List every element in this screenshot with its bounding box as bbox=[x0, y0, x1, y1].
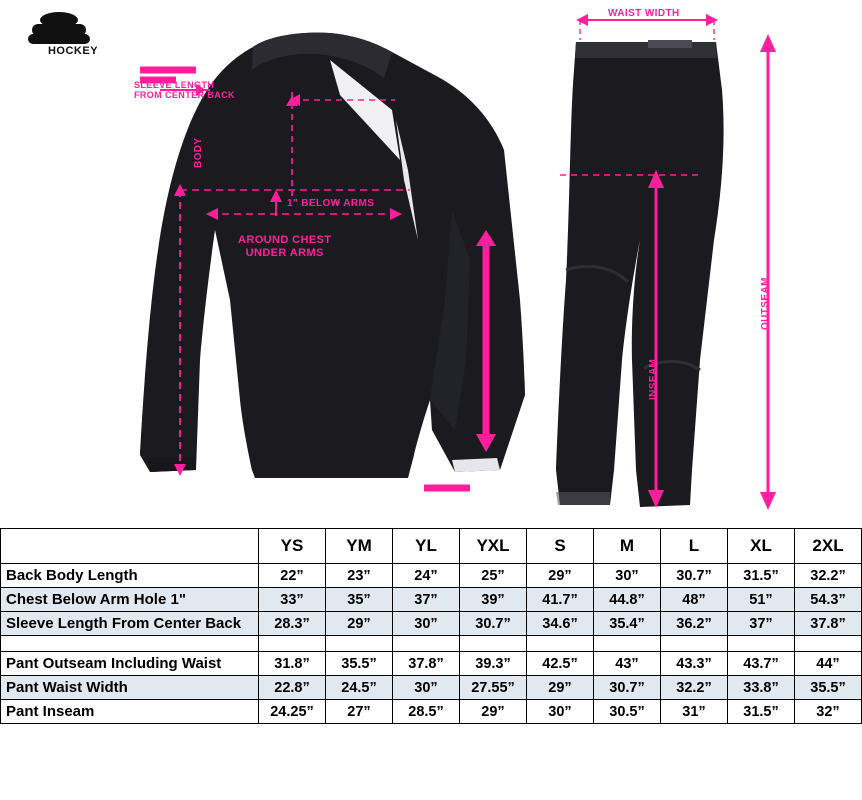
row-label-chest-below-arm-hole: Chest Below Arm Hole 1" bbox=[1, 588, 259, 612]
table-row bbox=[1, 564, 862, 588]
cell-chest-yxl: 39” bbox=[460, 588, 527, 612]
cell-sleeve-2xl: 37.8” bbox=[795, 612, 862, 636]
cell-waist-yl: 30” bbox=[393, 676, 460, 700]
cell-back-body-length-l: 30.7” bbox=[661, 564, 728, 588]
cell-sleeve-xl: 37” bbox=[728, 612, 795, 636]
spacer-cell bbox=[594, 636, 661, 652]
cell-sleeve-m: 35.4” bbox=[594, 612, 661, 636]
row-label-pant-waist-width: Pant Waist Width bbox=[1, 676, 259, 700]
cell-chest-xl: 51” bbox=[728, 588, 795, 612]
cell-waist-s: 29” bbox=[527, 676, 594, 700]
cell-inseam-s: 30” bbox=[527, 700, 594, 724]
spacer-cell bbox=[393, 636, 460, 652]
cell-inseam-ys: 24.25” bbox=[259, 700, 326, 724]
cell-back-body-length-ys: 22” bbox=[259, 564, 326, 588]
spacer-cell bbox=[527, 636, 594, 652]
below-arms-callout-label: 1" BELOW ARMS bbox=[287, 198, 375, 209]
cell-outseam-2xl: 44” bbox=[795, 652, 862, 676]
column-header-ys: YS bbox=[259, 529, 326, 564]
waist-width-callout-label: WAIST WIDTH bbox=[608, 8, 680, 19]
column-header-yxl: YXL bbox=[460, 529, 527, 564]
cell-back-body-length-xl: 31.5” bbox=[728, 564, 795, 588]
column-header-0 bbox=[1, 529, 259, 564]
row-label-back-body-length: Back Body Length bbox=[1, 564, 259, 588]
cell-outseam-yxl: 39.3” bbox=[460, 652, 527, 676]
logo-wordmark: HOCKEY bbox=[47, 45, 99, 57]
cell-back-body-length-2xl: 32.2” bbox=[795, 564, 862, 588]
cell-outseam-xl: 43.7” bbox=[728, 652, 795, 676]
cell-chest-l: 48” bbox=[661, 588, 728, 612]
cell-chest-ym: 35” bbox=[326, 588, 393, 612]
size-chart-table-wrap bbox=[0, 528, 846, 800]
cell-chest-s: 41.7” bbox=[527, 588, 594, 612]
cell-inseam-xl: 31.5” bbox=[728, 700, 795, 724]
cell-back-body-length-yl: 24” bbox=[393, 564, 460, 588]
spacer-cell bbox=[661, 636, 728, 652]
row-label-pant-inseam: Pant Inseam bbox=[1, 700, 259, 724]
cell-chest-2xl: 54.3” bbox=[795, 588, 862, 612]
cell-inseam-l: 31” bbox=[661, 700, 728, 724]
column-header-s: S bbox=[527, 529, 594, 564]
column-header-l: L bbox=[661, 529, 728, 564]
pants-shape bbox=[556, 40, 724, 507]
cell-inseam-m: 30.5” bbox=[594, 700, 661, 724]
cell-outseam-s: 42.5” bbox=[527, 652, 594, 676]
cell-waist-ys: 22.8” bbox=[259, 676, 326, 700]
cell-sleeve-yl: 30” bbox=[393, 612, 460, 636]
sleeve-length-callout-label: SLEEVE LENGTH FROM CENTER BACK bbox=[134, 80, 235, 100]
table-row bbox=[1, 588, 862, 612]
cell-inseam-ym: 27” bbox=[326, 700, 393, 724]
spacer-cell bbox=[728, 636, 795, 652]
cell-back-body-length-ym: 23” bbox=[326, 564, 393, 588]
table-row bbox=[1, 700, 862, 724]
row-label-pant-outseam: Pant Outseam Including Waist bbox=[1, 652, 259, 676]
spacer-cell bbox=[259, 636, 326, 652]
cell-sleeve-yxl: 30.7” bbox=[460, 612, 527, 636]
body-callout-label: BODY bbox=[193, 137, 204, 168]
cell-chest-m: 44.8” bbox=[594, 588, 661, 612]
cell-sleeve-l: 36.2” bbox=[661, 612, 728, 636]
column-header-yl: YL bbox=[393, 529, 460, 564]
spacer-cell bbox=[1, 636, 259, 652]
column-header-2xl: 2XL bbox=[795, 529, 862, 564]
row-label-sleeve-length: Sleeve Length From Center Back bbox=[1, 612, 259, 636]
cell-waist-yxl: 27.55” bbox=[460, 676, 527, 700]
cell-chest-ys: 33” bbox=[259, 588, 326, 612]
cell-inseam-yxl: 29” bbox=[460, 700, 527, 724]
cell-back-body-length-yxl: 25” bbox=[460, 564, 527, 588]
size-chart-table bbox=[0, 528, 862, 724]
cell-outseam-m: 43” bbox=[594, 652, 661, 676]
cell-inseam-yl: 28.5” bbox=[393, 700, 460, 724]
table-row bbox=[1, 652, 862, 676]
cell-sleeve-ys: 28.3” bbox=[259, 612, 326, 636]
cell-waist-ym: 24.5” bbox=[326, 676, 393, 700]
spacer-cell bbox=[326, 636, 393, 652]
cell-outseam-ym: 35.5” bbox=[326, 652, 393, 676]
inseam-callout-label: INSEAM bbox=[648, 358, 659, 400]
cell-inseam-2xl: 32” bbox=[795, 700, 862, 724]
cell-waist-l: 32.2” bbox=[661, 676, 728, 700]
column-header-ym: YM bbox=[326, 529, 393, 564]
cell-sleeve-ym: 29” bbox=[326, 612, 393, 636]
cell-back-body-length-m: 30” bbox=[594, 564, 661, 588]
cell-sleeve-s: 34.6” bbox=[527, 612, 594, 636]
table-row bbox=[1, 612, 862, 636]
cell-outseam-yl: 37.8” bbox=[393, 652, 460, 676]
cell-waist-xl: 33.8” bbox=[728, 676, 795, 700]
around-chest-callout-label: AROUND CHEST UNDER ARMS bbox=[238, 234, 332, 259]
outseam-callout-label: OUTSEAM bbox=[760, 277, 771, 330]
cell-waist-m: 30.7” bbox=[594, 676, 661, 700]
column-header-xl: XL bbox=[728, 529, 795, 564]
cell-outseam-l: 43.3” bbox=[661, 652, 728, 676]
cell-back-body-length-s: 29” bbox=[527, 564, 594, 588]
cell-outseam-ys: 31.8” bbox=[259, 652, 326, 676]
column-header-m: M bbox=[594, 529, 661, 564]
cell-waist-2xl: 35.5” bbox=[795, 676, 862, 700]
table-header-row bbox=[1, 529, 862, 564]
cell-chest-yl: 37” bbox=[393, 588, 460, 612]
spacer-cell bbox=[795, 636, 862, 652]
table-row bbox=[1, 676, 862, 700]
spacer-cell bbox=[460, 636, 527, 652]
table-spacer-row bbox=[1, 636, 862, 652]
